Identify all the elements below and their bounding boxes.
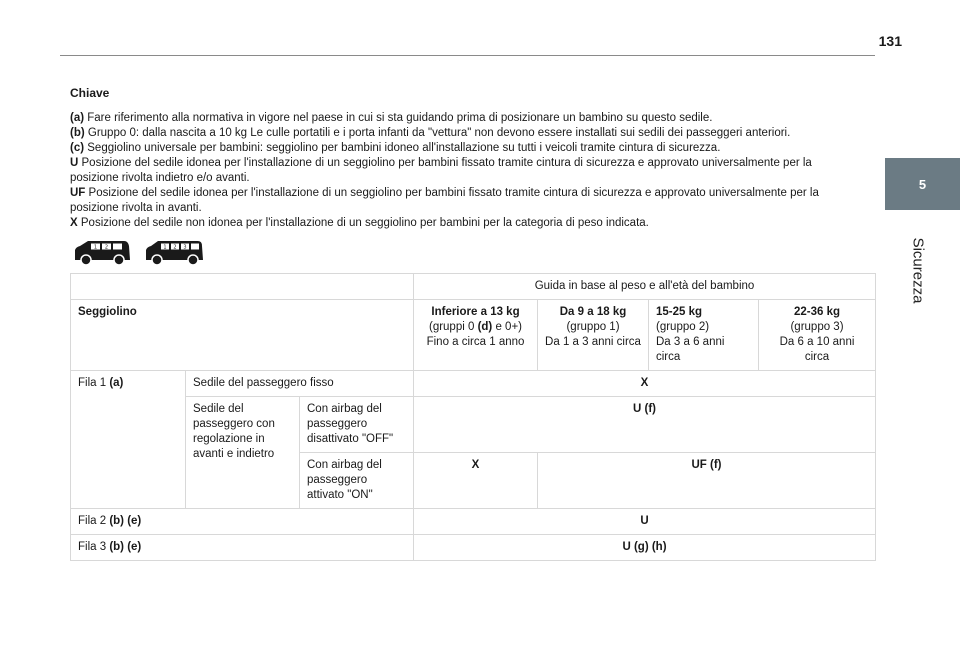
row1-label: Fila 1 (a) [71,371,186,509]
table-row [71,397,876,453]
svg-text:2: 2 [104,244,109,251]
table-row [71,274,876,300]
fixed-seat-value: X [414,371,876,397]
seat-header: Seggiolino [71,300,414,371]
key-item: U Posizione del sedile idonea per l'installazione di un seggiolino per bambini fissato tramite cintura di sicurezza e approvato universalmente per la posizione rivolta indietro e/o avanti. [70,157,812,184]
group-cell: 22-36 kg (gruppo 3) Da 6 a 10 anni circa [759,300,876,371]
vehicle-icons [72,238,204,266]
table-row [71,371,876,397]
key-item: (b) Gruppo 0: dalla nascita a 10 kg Le culle portatili e i porta infanti da "vettura" non devono essere installati sui sedili dei passeggeri anteriori. [70,127,791,139]
airbag-on-value-groups123: UF (f) [538,453,876,509]
guide-header: Guida in base al peso e all'età del bambino [414,274,876,300]
chapter-title: Sicurezza [909,237,927,303]
airbag-off-value: U (f) [414,397,876,453]
key-item: (a) Fare riferimento alla normativa in vigore nel paese in cui si sta guidando prima di posizionare un bambino su questo sedile. [70,112,713,124]
airbag-on-label: Con airbag del passeggero attivato "ON" [300,453,414,509]
chapter-tab[interactable] [885,158,960,210]
chapter-number: 5 [918,176,927,192]
key-item: (c) Seggiolino universale per bambini: seggiolino per bambini idoneo all'installazione su tutti i veicoli tramite cintura di sicurezza. [70,142,721,154]
table-row [71,509,876,535]
content [70,86,860,231]
header-rule [60,55,875,56]
row2-label: Fila 2 (b) (e) [71,509,414,535]
fixed-seat-label: Sedile del passeggero fisso [186,371,414,397]
row3-value: U (g) (h) [414,535,876,561]
svg-text:2: 2 [173,244,177,251]
section-title: Chiave [70,86,110,100]
table-row [71,300,876,371]
row3-label: Fila 3 (b) (e) [71,535,414,561]
key-item: X Posizione del sedile non idonea per l'installazione di un seggiolino per bambini per la categoria di peso indicata. [70,217,649,229]
key-item: UF Posizione del sedile idonea per l'installazione di un seggiolino per bambini fissato tramite cintura di sicurezza e approvato universalmente per la posizione rivolta in avanti. [70,187,819,214]
group-cell: 15-25 kg (gruppo 2) Da 3 a 6 anni circa [649,300,759,371]
svg-text:1: 1 [163,244,167,251]
page-number: 131 [878,33,902,49]
key-list [70,111,860,231]
empty-header-cell [71,274,414,300]
group-cell: Da 9 a 18 kg (gruppo 1) Da 1 a 3 anni circa [538,300,649,371]
van-long-icon [144,238,204,266]
svg-text:3: 3 [183,244,187,251]
adjustable-seat-label: Sedile del passeggero con regolazione in avanti e indietro [186,397,300,509]
van-short-icon [72,238,132,266]
row2-value: U [414,509,876,535]
group-cell: Inferiore a 13 kg (gruppi 0 (d) e 0+) Fino a circa 1 anno [414,300,538,371]
airbag-on-value-group0: X [414,453,538,509]
airbag-off-label: Con airbag del passeggero disattivato "OFF" [300,397,414,453]
table-row [71,535,876,561]
svg-text:1: 1 [93,244,98,251]
child-seat-table [70,273,876,561]
